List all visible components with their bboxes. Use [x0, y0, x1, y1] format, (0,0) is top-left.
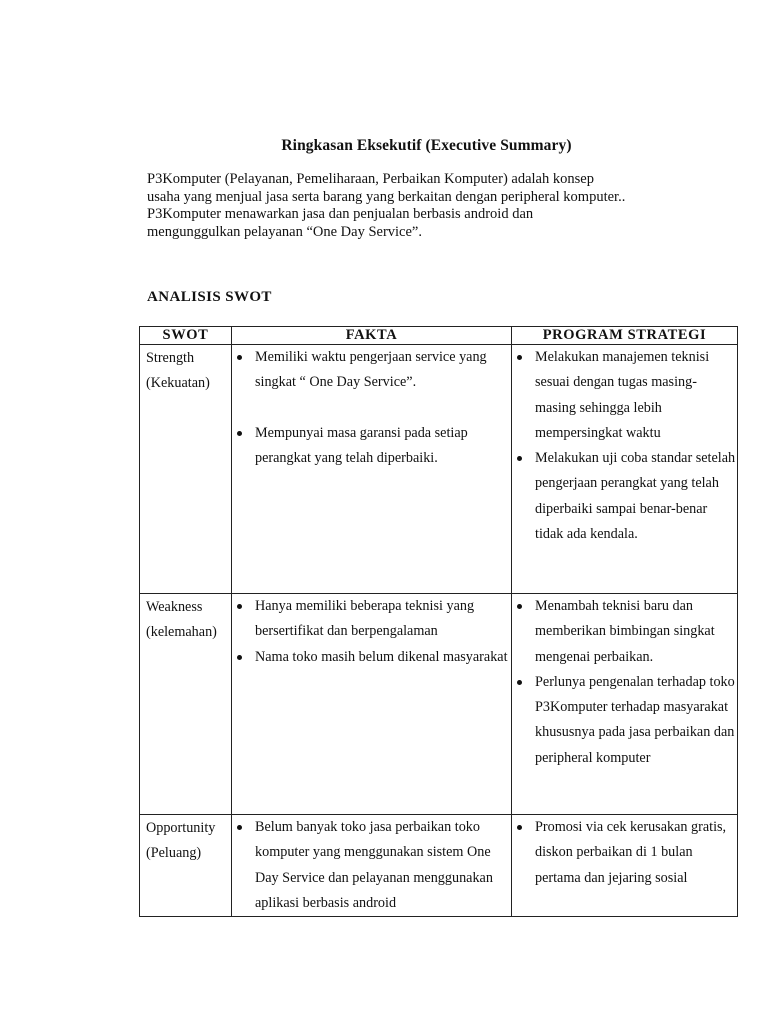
- intro-line: P3Komputer menawarkan jasa dan penjualan berbasis android dan: [147, 206, 534, 222]
- bullet-icon: [237, 825, 242, 830]
- list-item-text: Melakukan uji coba standar setelah pengerjaan perangkat yang telah diperbaiki sampai benar-benar tidak ada kendala.: [535, 450, 736, 543]
- list-item: [232, 645, 511, 670]
- swot-category-name: Strength: [146, 350, 195, 366]
- header-fakta: FAKTA: [232, 327, 512, 345]
- list-item-text: Promosi via cek kerusakan gratis, diskon perbaikan di 1 bulan pertama dan jejaring sosial: [535, 819, 727, 886]
- program-cell: [512, 345, 738, 594]
- page-title: Ringkasan Eksekutif (Executive Summary): [281, 137, 572, 154]
- bullet-icon: [237, 355, 242, 360]
- header-program-strategi: PROGRAM STRATEGI: [512, 327, 738, 345]
- swot-category-cell: [140, 815, 232, 917]
- section-heading: ANALISIS SWOT: [147, 289, 272, 305]
- list-item-text: Nama toko masih belum dikenal masyarakat: [255, 648, 508, 665]
- list-item: [512, 345, 737, 446]
- list-item: [512, 815, 737, 891]
- table-row: [140, 815, 738, 917]
- header-swot: SWOT: [140, 327, 232, 345]
- swot-category-local: (kelemahan): [146, 624, 217, 641]
- intro-line: usaha yang menjual jasa serta barang yang berkaitan dengan peripheral komputer..: [147, 188, 626, 205]
- list-item-text: Perlunya pengenalan terhadap toko P3Komputer terhadap masyarakat khususnya pada jasa perbaikan dan peripheral komputer: [535, 673, 735, 766]
- intro-paragraph: [147, 171, 707, 241]
- bullet-icon: [237, 431, 242, 436]
- fakta-cell: [232, 345, 512, 594]
- swot-category-name: Weakness: [146, 599, 203, 615]
- bullet-icon: [237, 655, 242, 660]
- list-item: [232, 594, 511, 645]
- program-cell: [512, 815, 738, 917]
- list-item-text: Menambah teknisi baru dan memberikan bimbingan singkat mengenai perbaikan.: [535, 598, 715, 665]
- bullet-icon: [517, 355, 522, 360]
- list-spacer: [232, 396, 511, 421]
- list-item: [232, 815, 511, 916]
- swot-category-cell: [140, 345, 232, 594]
- list-item-text: Belum banyak toko jasa perbaikan toko komputer yang menggunakan sistem One Day Service dan pelayanan menggunakan aplikasi berbasis android: [255, 819, 493, 911]
- program-cell: [512, 594, 738, 815]
- bullet-icon: [517, 456, 522, 461]
- intro-line: mengunggulkan pelayanan “One Day Service”.: [147, 223, 422, 240]
- list-item-text: Hanya memiliki beberapa teknisi yang bersertifikat dan berpengalaman: [255, 598, 475, 640]
- swot-category-local: (Kekuatan): [146, 375, 210, 392]
- fakta-cell: [232, 815, 512, 917]
- list-item: [512, 670, 737, 771]
- fakta-cell: [232, 594, 512, 815]
- swot-table: [139, 326, 738, 917]
- bullet-icon: [517, 680, 522, 685]
- swot-category-cell: [140, 594, 232, 815]
- list-item-text: Melakukan manajemen teknisi sesuai dengan tugas masing-masing sehingga lebih mempersingkat waktu: [535, 349, 710, 441]
- table-row: [140, 594, 738, 815]
- list-item: [232, 421, 511, 472]
- bullet-icon: [517, 825, 522, 830]
- intro-line: P3Komputer (Pelayanan, Pemeliharaan, Perbaikan Komputer) adalah konsep: [147, 171, 594, 187]
- list-item: [232, 345, 511, 396]
- list-item: [512, 446, 737, 547]
- swot-category-local: (Peluang): [146, 845, 202, 862]
- list-item: [512, 594, 737, 670]
- table-row: [140, 345, 738, 594]
- list-item-text: Mempunyai masa garansi pada setiap perangkat yang telah diperbaiki.: [255, 424, 468, 466]
- bullet-icon: [237, 604, 242, 609]
- bullet-icon: [517, 604, 522, 609]
- swot-category-name: Opportunity: [146, 820, 216, 836]
- list-item-text: Memiliki waktu pengerjaan service yang singkat “ One Day Service”.: [255, 349, 487, 391]
- table-header-row: [140, 327, 738, 345]
